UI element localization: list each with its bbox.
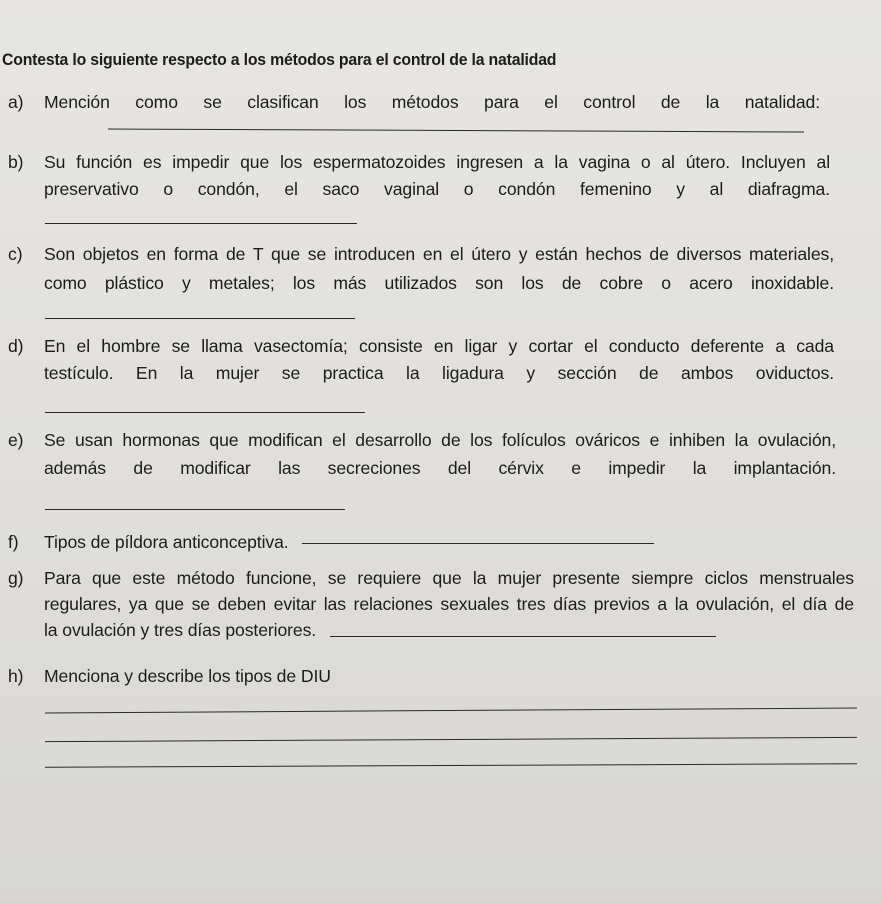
question-f-letter: f): [8, 532, 19, 552]
question-a-letter: a): [8, 92, 24, 112]
question-c: [8, 242, 838, 294]
answer-line-h-3[interactable]: [45, 763, 857, 768]
answer-line-a[interactable]: [108, 128, 804, 132]
question-h-text: Menciona y describe los tipos de DIU: [44, 666, 331, 686]
question-g: [8, 566, 858, 646]
answer-line-g[interactable]: [330, 636, 716, 637]
question-d: [8, 334, 838, 386]
question-c-line1: Son objetos en forma de T que se introducen en el útero y están hechos de diversos materiales,: [44, 244, 834, 264]
question-e-line2: además de modificar las secreciones del cérvix e impedir la implantación.: [44, 458, 836, 478]
question-a-text: Mención como se clasifican los métodos para el control de la natalidad:: [44, 92, 820, 112]
question-h-letter: h): [8, 666, 24, 686]
worksheet-title: Contesta lo siguiente respecto a los métodos para el control de la natalidad: [2, 50, 557, 69]
question-g-letter: g): [8, 568, 24, 588]
question-d-letter: d): [8, 336, 24, 356]
question-d-line2: testículo. En la mujer se practica la ligadura y sección de ambos oviductos.: [44, 363, 834, 383]
question-b-letter: b): [8, 152, 24, 172]
question-a: [8, 90, 828, 116]
question-e-line1: Se usan hormonas que modifican el desarrollo de los folículos ováricos e inhiben la ovulación,: [44, 430, 836, 450]
question-f-text: Tipos de píldora anticonceptiva.: [44, 532, 289, 552]
answer-line-c[interactable]: [45, 318, 355, 319]
question-g-line2: regulares, ya que se deben evitar las relaciones sexuales tres días previos a la ovulación, el día de: [44, 594, 854, 614]
question-c-letter: c): [8, 244, 23, 264]
question-d-line1: En el hombre se llama vasectomía; consiste en ligar y cortar el conducto deferente a cada: [44, 336, 834, 356]
question-e: [8, 428, 838, 480]
question-b: [8, 150, 838, 202]
answer-line-e[interactable]: [45, 509, 345, 510]
question-h: [8, 664, 838, 690]
answer-line-f[interactable]: [302, 543, 654, 544]
question-b-line2: preservativo o condón, el saco vaginal o condón femenino y al diafragma.: [44, 179, 830, 199]
question-g-line1: Para que este método funcione, se requiere que la mujer presente siempre ciclos menstruales: [44, 568, 854, 588]
answer-line-b[interactable]: [45, 223, 357, 224]
answer-line-h-1[interactable]: [45, 708, 857, 714]
question-e-letter: e): [8, 430, 24, 450]
question-b-line1: Su función es impedir que los espermatozoides ingresen a la vagina o al útero. Incluyen al: [44, 152, 830, 172]
answer-line-h-2[interactable]: [45, 737, 857, 742]
answer-line-d[interactable]: [45, 412, 365, 413]
question-g-line3: la ovulación y tres días posteriores.: [44, 620, 317, 640]
question-c-line2: como plástico y metales; los más utilizados son los de cobre o acero inoxidable.: [44, 273, 834, 293]
